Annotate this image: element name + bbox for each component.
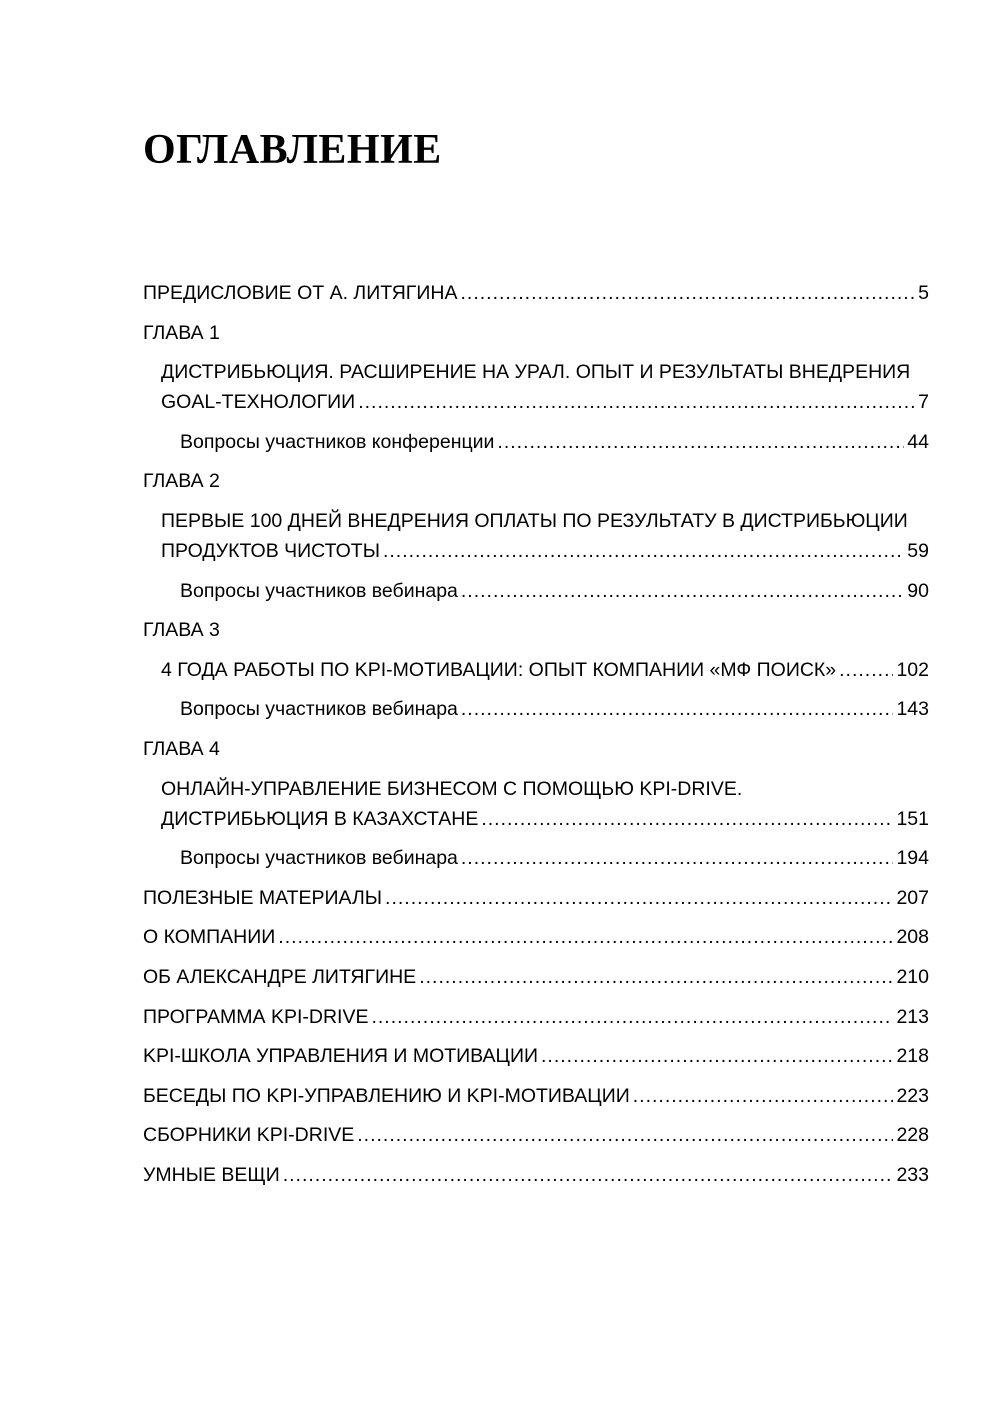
toc-entry-text: УМНЫЕ ВЕЩИ	[143, 1163, 280, 1186]
toc-entry-smart-things[interactable]	[143, 1160, 929, 1200]
dot-leader	[541, 1041, 893, 1071]
toc-page-number: 151	[896, 807, 929, 830]
chapter-heading-3[interactable]	[143, 615, 929, 655]
toc-entry-about-author[interactable]	[143, 962, 929, 1002]
toc-entry-about-company[interactable]	[143, 922, 929, 962]
dot-leader	[419, 962, 893, 992]
chapter-heading-text: ГЛАВА 4	[143, 737, 220, 760]
toc-entry-text: ПЕРВЫЕ 100 ДНЕЙ ВНЕДРЕНИЯ ОПЛАТЫ ПО РЕЗУЛЬТАТУ В ДИСТРИБЬЮЦИИ	[161, 509, 908, 532]
toc-page-number: 143	[896, 698, 929, 721]
toc-entry-text: ПРОГРАММА KPI-DRIVE	[143, 1005, 369, 1028]
toc-entry-ch3-section[interactable]	[161, 655, 929, 695]
toc-page-number: 90	[907, 579, 929, 602]
dot-leader	[283, 1160, 894, 1190]
chapter-heading-2[interactable]	[143, 466, 929, 506]
toc-entry-ch4-section[interactable]	[161, 804, 929, 844]
toc-entry-ch1-section-line1[interactable]	[161, 357, 929, 387]
toc-entry-ch1-questions[interactable]	[180, 427, 929, 467]
dot-leader	[371, 1002, 893, 1032]
chapter-heading-text: ГЛАВА 3	[143, 619, 220, 642]
toc-entry-text: Вопросы участников конференции	[180, 430, 495, 453]
toc-entry-ch4-section-line1[interactable]	[161, 774, 929, 804]
dot-leader	[357, 1120, 893, 1150]
toc-entry-text: ПОЛЕЗНЫЕ МАТЕРИАЛЫ	[143, 886, 383, 909]
toc-entry-kpi-drive-program[interactable]	[143, 1002, 929, 1042]
dot-leader	[460, 278, 915, 308]
toc-entry-useful-materials[interactable]	[143, 883, 929, 923]
toc-entry-text: ОБ АЛЕКСАНДРЕ ЛИТЯГИНЕ	[143, 965, 417, 988]
toc-entry-text: KPI-ШКОЛА УПРАВЛЕНИЯ И МОТИВАЦИИ	[143, 1045, 538, 1068]
toc-entry-kpi-drive-collections[interactable]	[143, 1120, 929, 1160]
page-title: ОГЛАВЛЕНИЕ	[143, 127, 442, 173]
toc-entry-text: 4 ГОДА РАБОТЫ ПО KPI-МОТИВАЦИИ: ОПЫТ КОМПАНИИ «МФ ПОИСК»	[161, 658, 837, 681]
dot-leader	[461, 576, 904, 606]
dot-leader	[633, 1081, 894, 1111]
toc-page-number: 223	[896, 1084, 929, 1107]
toc-page-number: 5	[918, 282, 929, 304]
toc-page-number: 44	[907, 430, 929, 453]
toc-entry-text: ПРЕДИСЛОВИЕ ОТ А. ЛИТЯГИНА	[143, 282, 458, 304]
toc-entry-kpi-talks[interactable]	[143, 1081, 929, 1121]
dot-leader	[383, 536, 904, 566]
toc-entry-ch2-section-line1[interactable]	[161, 506, 929, 536]
toc-entry-text: Вопросы участников вебинара	[180, 847, 458, 870]
toc-entry-ch3-questions[interactable]	[180, 694, 929, 734]
toc-entry-ch4-questions[interactable]	[180, 843, 929, 883]
dot-leader	[461, 843, 894, 873]
chapter-heading-text: ГЛАВА 2	[143, 470, 220, 493]
toc-entry-ch2-section[interactable]	[161, 536, 929, 576]
toc-entry-text: Вопросы участников вебинара	[180, 698, 458, 721]
chapter-heading-4[interactable]	[143, 734, 929, 774]
toc-page-number: 207	[896, 886, 929, 909]
toc-entry-text: ОНЛАЙН-УПРАВЛЕНИЕ БИЗНЕСОМ С ПОМОЩЬЮ KPI-DRIVE.	[161, 777, 743, 800]
toc-page-number: 102	[896, 658, 929, 681]
toc-entry-text: ДИСТРИБЬЮЦИЯ В КАЗАХСТАНЕ	[161, 807, 479, 830]
chapter-heading-text: ГЛАВА 1	[143, 321, 220, 344]
toc-entry-preface[interactable]	[143, 278, 929, 318]
toc-entry-text: БЕСЕДЫ ПО KPI-УПРАВЛЕНИЮ И KPI-МОТИВАЦИИ	[143, 1084, 630, 1107]
toc-page-number: 194	[896, 847, 929, 870]
dot-leader	[385, 883, 893, 913]
toc-entry-text: ПРОДУКТОВ ЧИСТОТЫ	[161, 539, 380, 562]
toc-entry-ch2-questions[interactable]	[180, 576, 929, 616]
toc-entry-text: СБОРНИКИ KPI-DRIVE	[143, 1124, 355, 1147]
toc-page-number: 213	[896, 1005, 929, 1028]
dot-leader	[278, 922, 893, 952]
chapter-heading-1[interactable]	[143, 318, 929, 358]
toc-entry-text: Вопросы участников вебинара	[180, 579, 458, 602]
toc-page-number: 208	[896, 926, 929, 949]
table-of-contents	[143, 278, 929, 1199]
dot-leader	[497, 427, 904, 457]
dot-leader	[481, 804, 893, 834]
dot-leader	[461, 694, 894, 724]
toc-page-number: 210	[896, 965, 929, 988]
toc-entry-ch1-section[interactable]	[161, 387, 929, 427]
toc-entry-text: GOAL-ТЕХНОЛОГИИ	[161, 391, 356, 414]
toc-entry-text: О КОМПАНИИ	[143, 926, 276, 949]
toc-page-number: 228	[896, 1124, 929, 1147]
dot-leader	[358, 387, 915, 417]
toc-page-number: 233	[896, 1163, 929, 1186]
toc-page-number: 218	[896, 1045, 929, 1068]
toc-page-number: 59	[907, 539, 929, 562]
toc-page-number: 7	[918, 391, 929, 414]
dot-leader	[839, 655, 893, 685]
toc-entry-kpi-school[interactable]	[143, 1041, 929, 1081]
toc-entry-text: ДИСТРИБЬЮЦИЯ. РАСШИРЕНИЕ НА УРАЛ. ОПЫТ И РЕЗУЛЬТАТЫ ВНЕДРЕНИЯ	[161, 361, 911, 384]
